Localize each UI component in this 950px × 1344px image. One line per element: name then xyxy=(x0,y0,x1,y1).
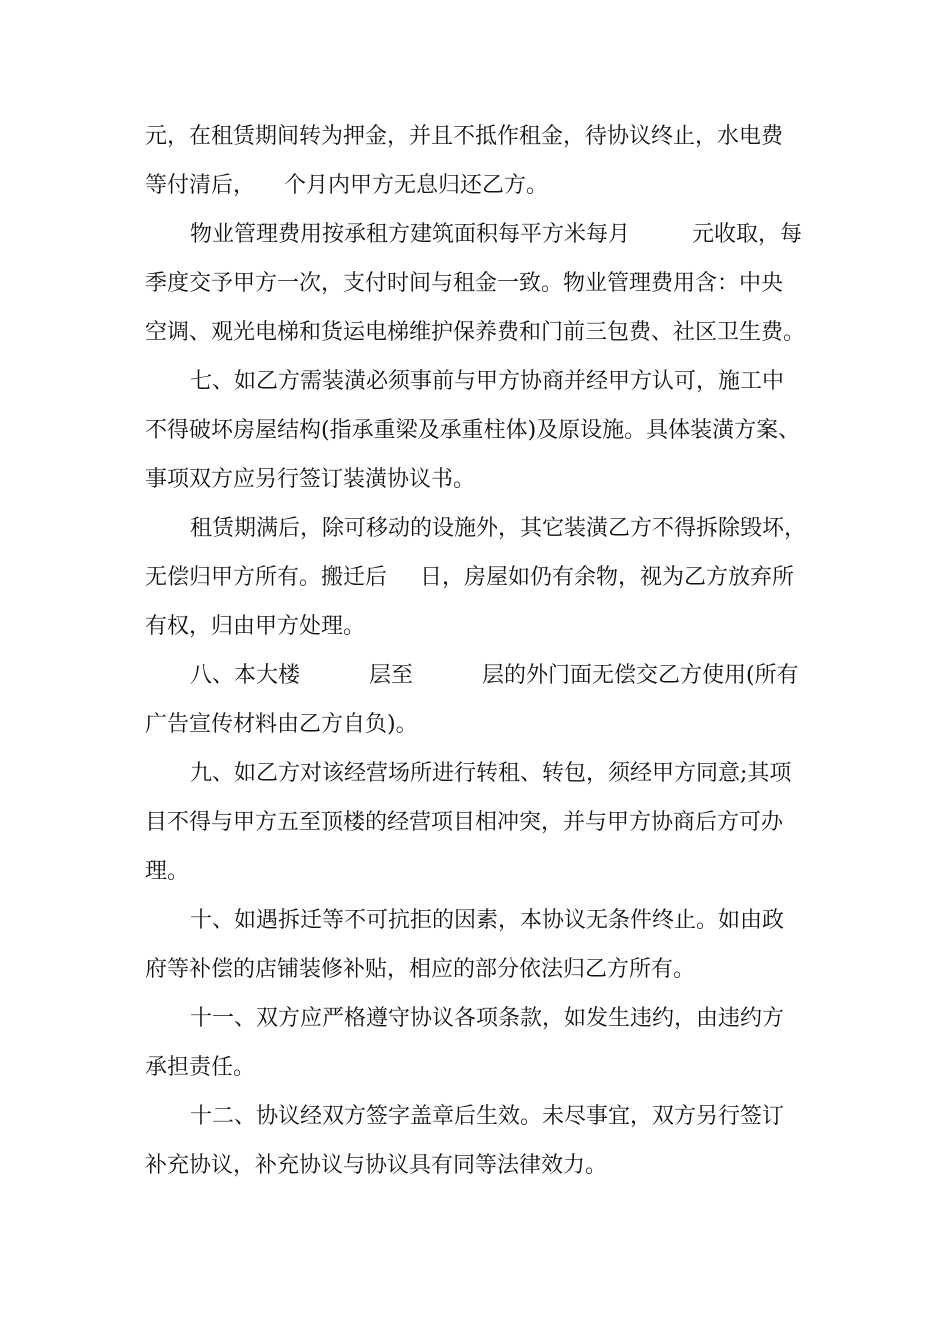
text-line xyxy=(0,1097,950,1137)
text-segment: 租赁期满后，除可移动的设施外，其它装潢乙方不得拆除毁坏， xyxy=(190,516,807,541)
text-line xyxy=(0,803,950,843)
text-line xyxy=(0,705,950,745)
text-line xyxy=(0,852,950,892)
text-line xyxy=(0,215,950,255)
text-segment: 有权，归由甲方处理。 xyxy=(145,614,366,639)
text-segment: 七、如乙方需装潢必须事前与甲方协商并经甲方认可，施工中 xyxy=(190,369,785,394)
text-segment: 季度交予甲方一次，支付时间与租金一致。物业管理费用含：中央 xyxy=(145,271,784,296)
text-segment: 空调、观光电梯和货运电梯维护保养费和门前三包费、社区卫生费。 xyxy=(145,320,806,345)
text-line xyxy=(0,460,950,500)
text-segment: 十二、协议经双方签字盖章后生效。未尽事宜，双方另行签订 xyxy=(190,1104,785,1129)
text-segment: 十一、双方应严格遵守协议各项条款，如发生违约，由违约方 xyxy=(190,1006,785,1031)
text-segment: 个月内甲方无息归还乙方。 xyxy=(284,173,549,198)
text-line xyxy=(0,607,950,647)
text-line xyxy=(0,950,950,990)
text-line xyxy=(0,509,950,549)
text-line xyxy=(0,901,950,941)
text-line xyxy=(0,411,950,451)
text-segment: 理。 xyxy=(145,859,190,884)
text-segment: 元，在租赁期间转为押金，并且不抵作租金，待协议终止，水电费 xyxy=(145,124,784,149)
text-line xyxy=(0,656,950,696)
text-line xyxy=(0,558,950,598)
text-segment: 目不得与甲方五至顶楼的经营项目相冲突，并与甲方协商后方可办 xyxy=(145,810,784,835)
text-line xyxy=(0,999,950,1039)
text-segment: 日，房屋如仍有余物，视为乙方放弃所 xyxy=(420,565,795,590)
text-segment: 层至 xyxy=(369,663,414,688)
text-line xyxy=(0,1048,950,1088)
text-segment: 事项双方应另行签订装潢协议书。 xyxy=(145,467,476,492)
text-line xyxy=(0,754,950,794)
text-segment: 无偿归甲方所有。搬迁后 xyxy=(145,565,388,590)
text-line xyxy=(0,166,950,206)
text-segment: 八、本大楼 xyxy=(190,663,301,688)
text-segment: 等付清后， xyxy=(145,173,256,198)
text-segment: 十、如遇拆迁等不可抗拒的因素，本协议无条件终止。如由政 xyxy=(190,908,785,933)
text-segment: 不得破坏房屋结构(指承重梁及承重柱体)及原设施。具体装潢方案、 xyxy=(145,418,801,443)
text-segment: 承担责任。 xyxy=(145,1055,256,1080)
text-line xyxy=(0,313,950,353)
text-line xyxy=(0,362,950,402)
text-segment: 补充协议，补充协议与协议具有同等法律效力。 xyxy=(145,1153,608,1178)
text-segment: 元收取，每 xyxy=(692,222,803,247)
text-segment: 物业管理费用按承租方建筑面积每平方米每月 xyxy=(190,222,631,247)
text-segment: 广告宣传材料由乙方自负)。 xyxy=(145,712,418,737)
text-segment: 府等补偿的店铺装修补贴，相应的部分依法归乙方所有。 xyxy=(145,957,696,982)
text-segment: 层的外门面无偿交乙方使用(所有 xyxy=(482,663,799,688)
text-line xyxy=(0,264,950,304)
text-line xyxy=(0,1146,950,1186)
text-line xyxy=(0,117,950,157)
text-segment: 九、如乙方对该经营场所进行转租、转包，须经甲方同意;其项 xyxy=(190,761,792,786)
